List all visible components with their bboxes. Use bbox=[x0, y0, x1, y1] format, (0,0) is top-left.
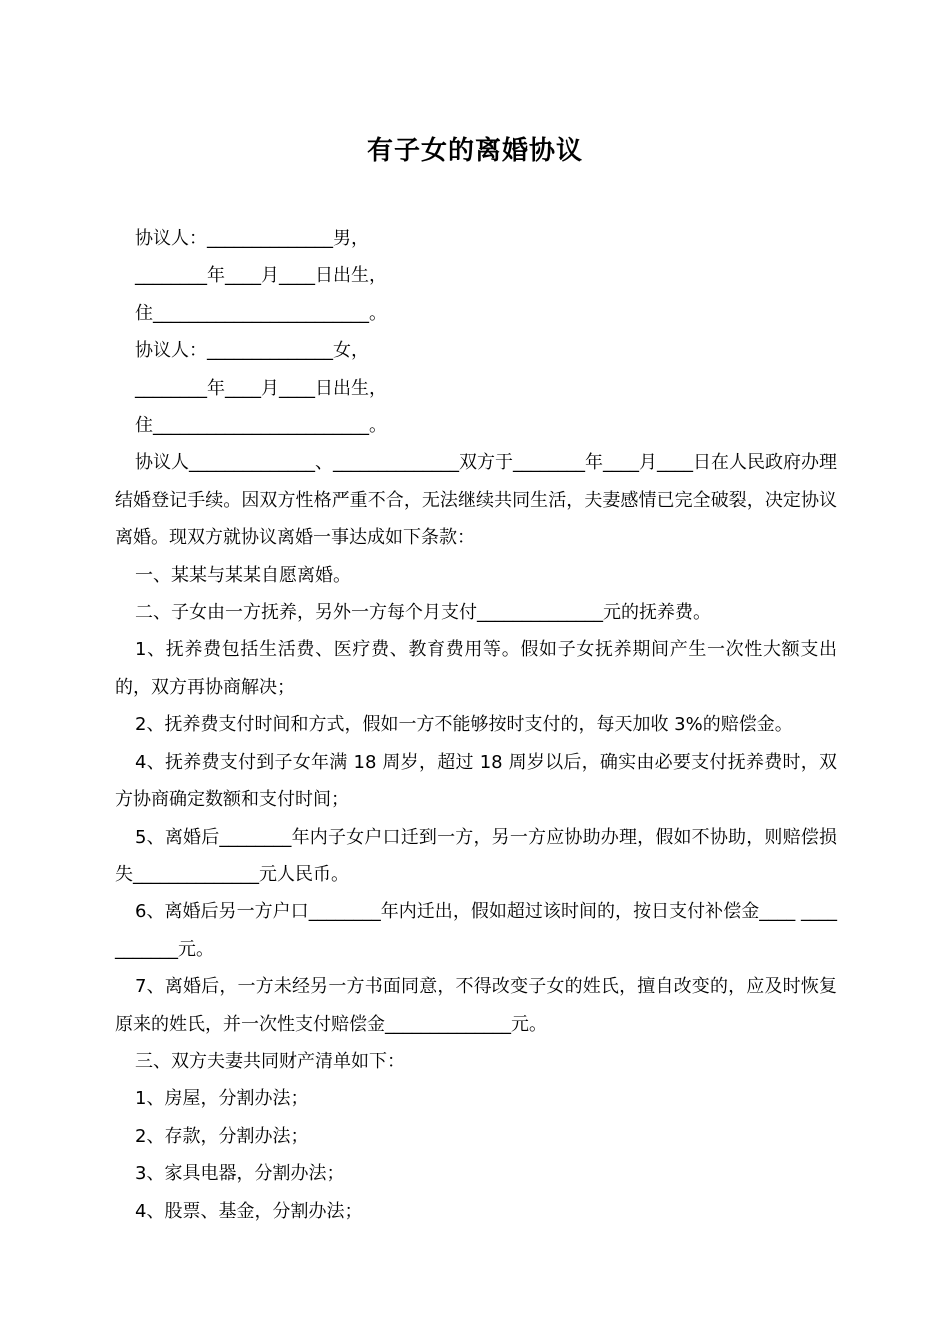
party-line-male-birth: ________年____月____日出生， bbox=[135, 265, 387, 287]
clause-two-item-1: 1、抚养费包括生活费、医疗费、教育费用等。假如子女抚养期间产生一次性大额支出的，双方再协商解决； bbox=[115, 639, 837, 698]
clause-two-item-7: 7、离婚后，一方未经另一方书面同意，不得改变子女的姓氏，擅自改变的，应及时恢复原来的姓氏，并一次性支付赔偿金______________元。 bbox=[115, 976, 837, 1035]
clause-three-item-3: 3、家具电器，分割办法； bbox=[135, 1163, 345, 1185]
clause-three: 三、双方夫妻共同财产清单如下： bbox=[135, 1050, 405, 1072]
party-line-female-name: 协议人：______________女， bbox=[135, 340, 369, 362]
party-line-female-birth: ________年____月____日出生， bbox=[135, 377, 387, 399]
clause-two-item-2: 2、抚养费支付时间和方式，假如一方不能够按时支付的，每天加收 3%的赔偿金。 bbox=[135, 714, 793, 736]
clause-three-item-1: 1、房屋，分割办法； bbox=[135, 1088, 309, 1110]
party-line-male-address: 住________________________。 bbox=[135, 302, 387, 324]
clause-three-item-4: 4、股票、基金，分割办法； bbox=[135, 1200, 363, 1222]
clause-two-item-4: 4、抚养费支付到子女年满 18 周岁，超过 18 周岁以后，确实由必要支付抚养费时，双方协商确定数额和支付时间； bbox=[115, 751, 837, 811]
document-body bbox=[115, 220, 837, 1230]
clause-one: 一、某某与某某自愿离婚。 bbox=[135, 564, 351, 586]
clause-three-item-2: 2、存款，分割办法； bbox=[135, 1125, 309, 1147]
party-line-female-address: 住________________________。 bbox=[135, 415, 387, 437]
clause-two: 二、子女由一方抚养，另外一方每个月支付______________元的抚养费。 bbox=[135, 602, 711, 624]
document-title: 有子女的离婚协议 bbox=[366, 136, 583, 166]
party-line-male-name: 协议人：______________男， bbox=[135, 228, 369, 249]
clause-two-item-6: 6、离婚后另一方户口________年内迁出，假如超过该时间的，按日支付补偿金____ ___________元。 bbox=[115, 901, 837, 960]
preamble-paragraph: 协议人______________、______________双方于________年____月____日在人民政府办理结婚登记手续。因双方性格严重不合，无法继续共同生活，夫妻感情已完全破裂，决定协议离婚。现双方就协议离婚一事达成如下条款： bbox=[115, 452, 837, 549]
clause-two-item-5: 5、离婚后________年内子女户口迁到一方，另一方应协助办理，假如不协助，则赔偿损失______________元人民币。 bbox=[115, 826, 837, 885]
